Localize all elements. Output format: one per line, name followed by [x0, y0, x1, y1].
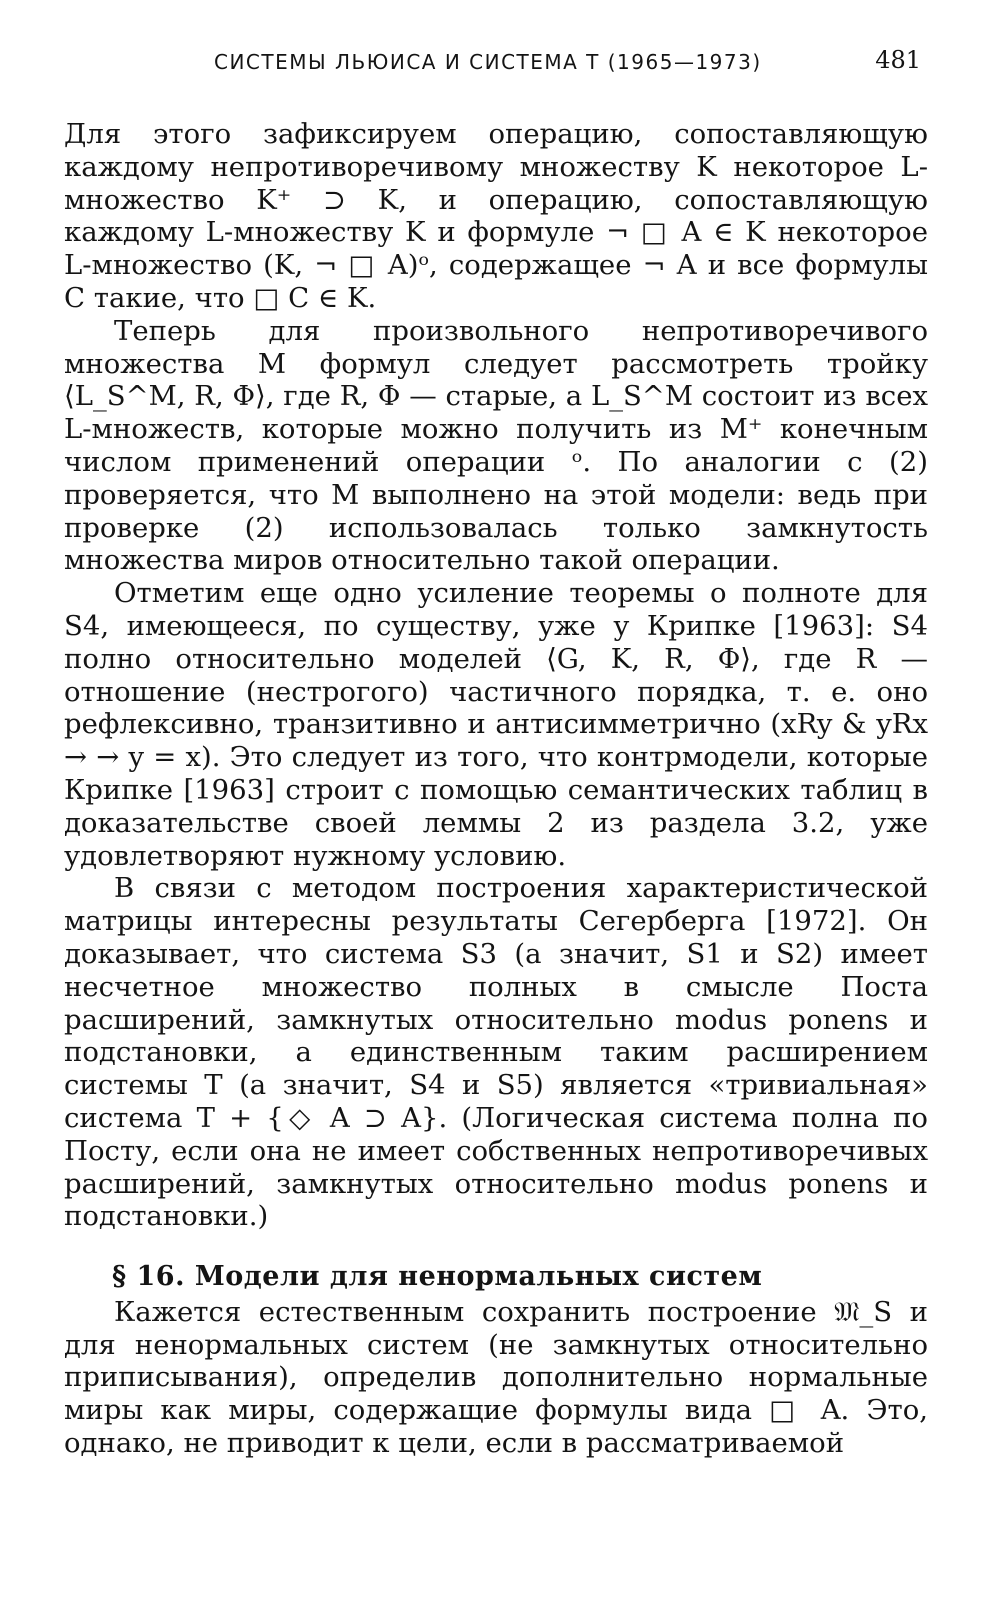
page-number: 481 [875, 46, 921, 74]
paragraph: Теперь для произвольного непротиворечивого множества M формул следует рассмотреть тройку ⟨L_S^M, R, Φ⟩, где R, Φ — старые, а L_S^M состоит из всех L-множеств, которые можно получить из M⁺ конечным числом применений операции ᵒ. По аналогии с (2) проверяется, что M выполнено на этой модели: ведь при проверке (2) использовалась только замкнутость множества миров относительно такой операции. [64, 314, 928, 577]
page-header [64, 44, 927, 84]
main-text [64, 118, 928, 1460]
paragraph: Отметим еще одно усиление теоремы о полноте для S4, имеющееся, по существу, уже у Крипке [1963]: S4 полно относительно моделей ⟨G, K, R, Φ⟩, где R — отношение (нестрогого) частичного порядка, т. е. оно рефлексивно, транзитивно и антисимметрично (xRy & yRx → → y = x). Это следует из того, что контрмодели, которые Крипке [1963] строит с помощью семантических таблиц в доказательстве своей леммы 2 из раздела 3.2, уже удовлетворяют нужному условию. [64, 577, 928, 872]
paragraph: Для этого зафиксируем операцию, сопоставляющую каждому непротиворечивому множеству K некоторое L-множество K⁺ ⊃ K, и операцию, сопоставляющую каждому L-множеству K и формуле ¬ □ A ∈ K некоторое L-множество (K, ¬ □ A)ᵒ, содержащее ¬ A и все формулы C такие, что □ C ∈ K. [64, 118, 928, 314]
section-heading: § 16. Модели для ненормальных систем [112, 1261, 763, 1293]
paragraph: В связи с методом построения характеристической матрицы интересны результаты Сегерберга [1972]. Он доказывает, что система S3 (а значит, S1 и S2) имеет несчетное множество полных в смысле Поста расширений, замкнутых относительно modus ponens и подстановки, а единственным таким расширением системы T (а значит, S4 и S5) является «тривиальная» система T + {◇ A ⊃ A}. (Логическая система полна по Посту, если она не имеет собственных непротиворечивых расширений, замкнутых относительно modus ponens и подстановки.) [64, 872, 928, 1233]
paragraph: Кажется естественным сохранить построение 𝔐_S и для ненормальных систем (не замкнутых относительно приписывания), определив дополнительно нормальные миры как миры, содержащие формулы вида □ A. Это, однако, не приводит к цели, если в рассматриваемой [64, 1295, 928, 1460]
running-title: СИСТЕМЫ ЛЬЮИСА И СИСТЕМА T (1965—1973) [214, 50, 762, 74]
